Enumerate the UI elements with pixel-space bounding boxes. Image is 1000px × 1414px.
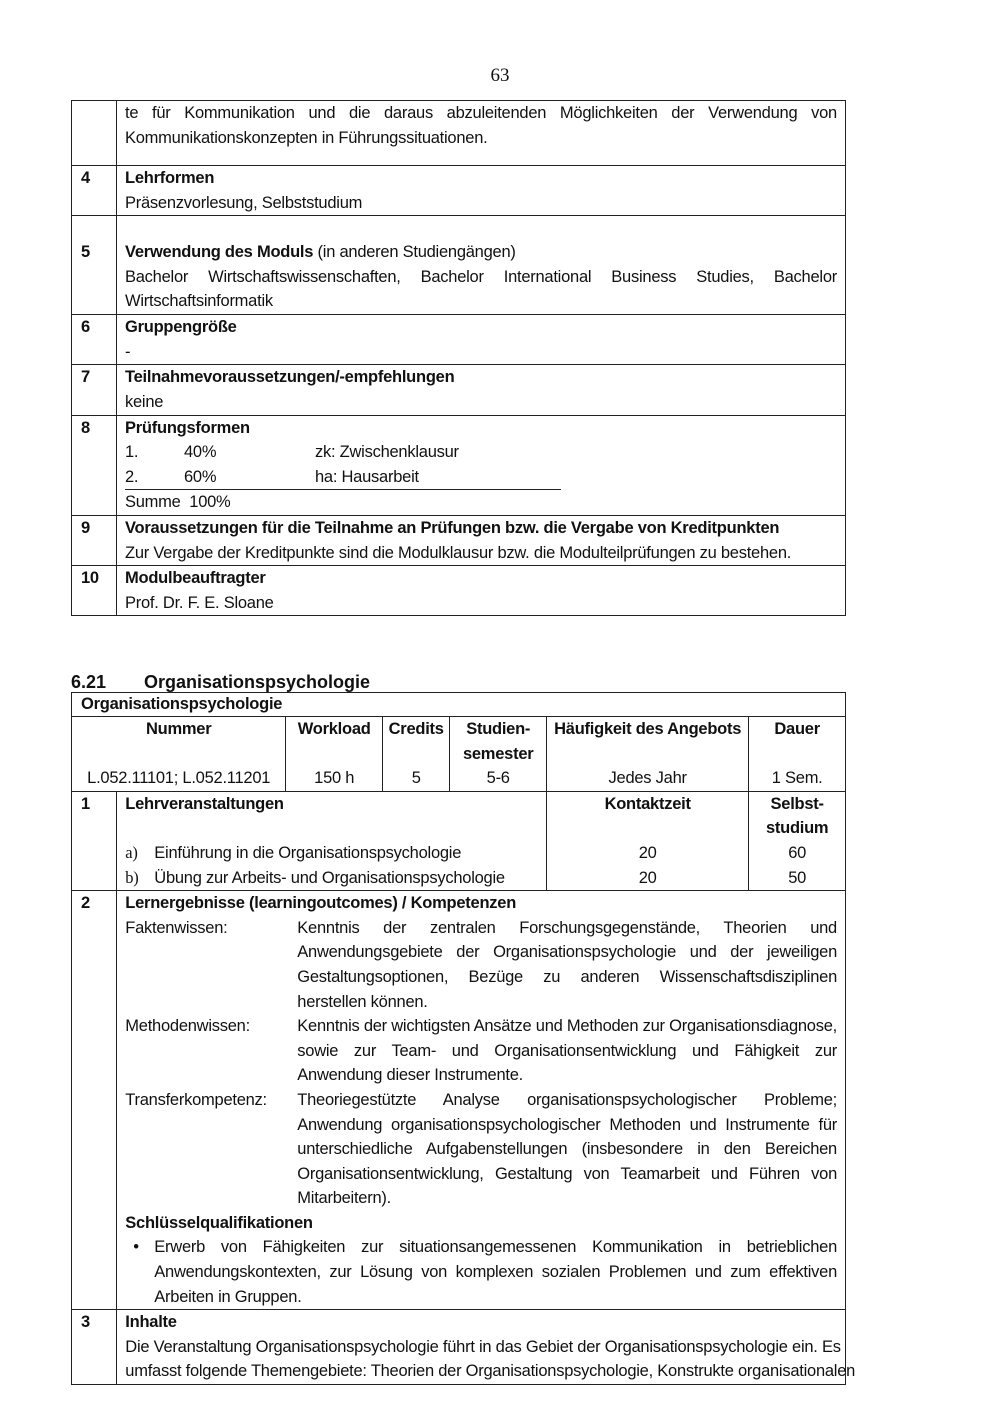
contents-row: [72, 1310, 846, 1385]
row-number: 1: [72, 791, 117, 890]
header-dauer: Dauer: [749, 717, 846, 767]
row-title: Modulbeauftragter: [125, 569, 266, 588]
kontaktzeit-header: Kontaktzeit: [604, 794, 691, 813]
row-number: 9: [72, 515, 117, 565]
header-semester: Studien- semester: [450, 717, 547, 767]
header-credits: Credits: [382, 717, 449, 767]
section-title: Organisationspsychologie: [144, 672, 371, 692]
bullet-icon: •: [133, 1238, 139, 1257]
outcomes-row: [72, 891, 846, 1310]
row-number: 6: [72, 315, 117, 365]
row-number: 8: [72, 415, 117, 515]
table-row: [72, 166, 846, 216]
row-number: 7: [72, 365, 117, 415]
row-body: -: [125, 342, 131, 361]
list-item: • Erwerb von Fähigkeiten zur situationsangemessenen Kommunikation in betrieblichen Anwendungskontexten, zur Lösung von komplexen sozialen Problemen und zum effektiven Arbeiten in Gruppen.: [125, 1235, 837, 1309]
module-name: Organisationspsychologie: [72, 693, 846, 717]
table-row: [72, 101, 846, 166]
table-row: [72, 315, 846, 365]
header-haeufigkeit: Häufigkeit des Angebots: [547, 717, 749, 767]
module-values-row: [72, 766, 846, 791]
table-row: [72, 515, 846, 565]
continuation-text: te für Kommunikation und die daraus abzuleitenden Möglichkeiten der Verwendung von Kommunikationskonzepten in Führungssituationen.: [117, 101, 846, 166]
page-number: 63: [490, 65, 510, 86]
contents-text: Die Veranstaltung Organisationspsychologie führt in das Gebiet der Organisationspsychologie ein. Es: [125, 1337, 841, 1356]
table-row: [72, 693, 846, 717]
row-body: Prof. Dr. F. E. Sloane: [125, 593, 274, 612]
competence-item: Transferkompetenz: Theoriegestützte Analyse organisationspsychologischer Probleme; Anwendung organisationspsychologischer Methoden und Instrumente für unterschiedliche Aufgabenstellungen (insbesondere in den Bereichen Organisationsentwicklung, Gestaltung von Teamarbeit und Führen von Mitarbeitern).: [125, 1090, 837, 1208]
value-nummer: L.052.11101; L.052.11201: [72, 766, 286, 791]
value-credits: 5: [382, 766, 449, 791]
row-number: 10: [72, 566, 117, 616]
row-title: Prüfungsformen: [125, 418, 250, 437]
previous-module-table: [71, 100, 846, 616]
row-title: Voraussetzungen für die Teilnahme an Prüfungen bzw. die Vergabe von Kreditpunkten: [125, 518, 780, 537]
selbststudium-value: 50: [788, 868, 807, 887]
contents-title: Inhalte: [125, 1313, 177, 1332]
row-body: Bachelor Wirtschaftswissenschaften, Bachelor International Business Studies, Bachelor Wirtschaftsinformatik: [125, 267, 837, 311]
section-number: 6.21: [71, 672, 107, 692]
table-row: [72, 365, 846, 415]
exam-item: 2. 60% ha: Hausarbeit: [125, 465, 561, 491]
value-dauer: 1 Sem.: [749, 766, 846, 791]
competence-item: Faktenwissen: Kenntnis der zentralen Forschungsgegenstände, Theorien und Anwendungsgebiete der Organisationspsychologie und der jeweiligen Gestaltungsoptionen, Bezüge zu anderen Wissenschaftsdisziplinen herstellen können.: [125, 918, 837, 1011]
row-title: Lehrformen: [125, 169, 215, 187]
kontaktzeit-value: 20: [638, 843, 657, 862]
row-title: Gruppengröße: [125, 318, 237, 337]
table-row: [72, 216, 846, 315]
value-workload: 150 h: [286, 766, 383, 791]
row-title-suffix: (in anderen Studiengängen): [317, 243, 516, 262]
competence-item: Methodenwissen: Kenntnis der wichtigsten Ansätze und Methoden zur Organisationsdiagnose, sowie zur Team- und Organisationsentwicklung und Fähigkeit zur Anwendung dieser Instrumente.: [125, 1017, 837, 1085]
section-heading: [71, 670, 370, 695]
key-qualifications-title: Schlüsselqualifikationen: [125, 1213, 313, 1232]
module-header-row: [72, 717, 846, 767]
exam-item: 1. 40% zk: Zwischenklausur: [125, 443, 459, 462]
exam-sum: Summe 100%: [125, 493, 231, 512]
row-number: 4: [72, 166, 117, 216]
table-row: [72, 415, 846, 515]
header-nummer: Nummer: [72, 717, 286, 767]
value-semester: 5-6: [450, 766, 547, 791]
row-body: Präsenzvorlesung, Selbststudium: [125, 193, 363, 212]
selbststudium-header: Selbst-: [770, 794, 824, 813]
header-workload: Workload: [286, 717, 383, 767]
row-title: Teilnahmevoraussetzungen/-empfehlungen: [125, 368, 455, 387]
course-item: a) Einführung in die Organisationspsychologie: [125, 842, 462, 862]
value-haeufigkeit: Jedes Jahr: [547, 766, 749, 791]
course-item: b) Übung zur Arbeits- und Organisationspsychologie: [125, 867, 505, 887]
row-body: Zur Vergabe der Kreditpunkte sind die Modulklausur bzw. die Modulteilprüfungen zu bestehen.: [125, 543, 792, 562]
row-body: keine: [125, 392, 164, 411]
contents-text: umfasst folgende Themengebiete: Theorien der Organisationspsychologie, Konstrukte organisationalen: [125, 1362, 856, 1381]
row-number: 5: [72, 216, 117, 315]
row-title: Verwendung des Moduls: [125, 243, 314, 262]
lehrveranstaltungen-row: 1 Lehrveranstaltungen a) Einführung in die Organisationspsychologie b) Übung zur Arbeits- und Organisationspsychologie Kontaktzeit 20 20 Selbst- studium 60 50: [72, 791, 846, 890]
outcomes-title: Lernergebnisse (learningoutcomes) / Kompetenzen: [125, 894, 517, 913]
selbststudium-value: 60: [788, 843, 807, 862]
kontaktzeit-value: 20: [638, 868, 657, 887]
lv-title: Lehrveranstaltungen: [125, 794, 284, 813]
row-number: 3: [72, 1310, 117, 1385]
table-row: [72, 566, 846, 616]
row-number: 2: [72, 891, 117, 1310]
module-table: [71, 692, 856, 1385]
